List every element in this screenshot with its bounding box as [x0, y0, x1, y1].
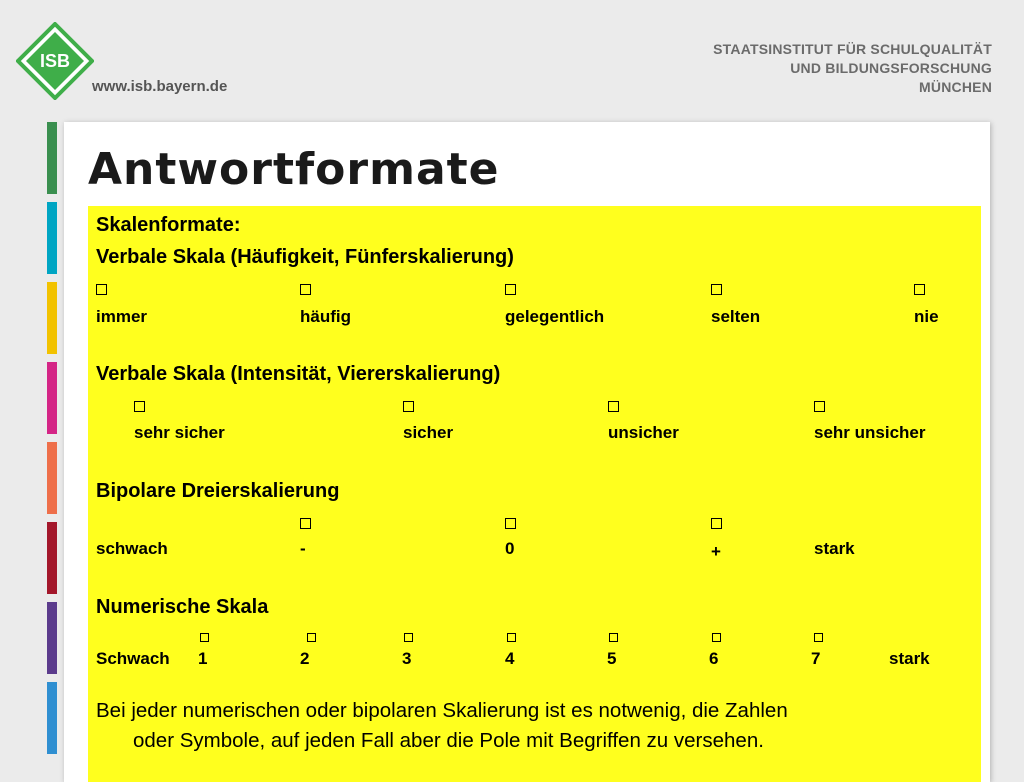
scale3-left-pole: schwach	[96, 539, 168, 558]
checkbox-icon[interactable]	[914, 283, 925, 297]
color-bar	[47, 522, 57, 594]
scale2-option: sehr sicher	[134, 423, 225, 442]
institute-name	[713, 40, 992, 97]
scale1-option: gelegentlich	[505, 307, 605, 326]
scale4-option: 1	[198, 649, 208, 668]
checkbox-icon[interactable]	[96, 283, 107, 297]
checkbox-icon[interactable]	[609, 630, 618, 644]
checkbox-icon[interactable]	[711, 283, 722, 297]
color-bar	[47, 442, 57, 514]
color-bar	[47, 202, 57, 274]
note-line-2: oder Symbole, auf jeden Fall aber die Pole mit Begriffen zu versehen.	[133, 729, 764, 752]
isb-logo	[16, 22, 94, 100]
color-bar	[47, 122, 57, 194]
checkbox-icon[interactable]	[505, 517, 516, 531]
checkbox-icon[interactable]	[608, 400, 619, 414]
scale1-option: immer	[96, 307, 148, 326]
content-panel	[88, 206, 981, 782]
color-bar	[47, 282, 57, 354]
slide	[64, 122, 990, 782]
checkbox-icon[interactable]	[134, 400, 145, 414]
scale4-option: 3	[402, 649, 412, 668]
scale3-option: -	[300, 539, 306, 558]
color-bar	[47, 362, 57, 434]
checkbox-icon[interactable]	[200, 630, 209, 644]
color-bar	[47, 602, 57, 674]
scale3-option: +	[711, 542, 721, 561]
scale2-option: sicher	[403, 423, 454, 442]
note-line-1: Bei jeder numerischen oder bipolaren Skalierung ist es notwenig, die Zahlen	[96, 699, 788, 722]
color-bars	[47, 122, 57, 762]
scale2-option: sehr unsicher	[814, 423, 926, 442]
checkbox-icon[interactable]	[403, 400, 414, 414]
scale4-left-pole: Schwach	[96, 649, 170, 668]
scale2-option: unsicher	[608, 423, 679, 442]
scale4-option: 7	[811, 649, 821, 668]
institute-line-3: MÜNCHEN	[919, 79, 992, 95]
checkbox-icon[interactable]	[404, 630, 413, 644]
institute-line-2: UND BILDUNGSFORSCHUNG	[790, 60, 992, 76]
scale4-right-pole: stark	[889, 649, 930, 668]
checkbox-icon[interactable]	[814, 630, 823, 644]
scale2-heading: Verbale Skala (Intensität, Viererskalierung)	[96, 363, 501, 385]
checkbox-icon[interactable]	[307, 630, 316, 644]
scale3-right-pole: stark	[814, 539, 855, 558]
scale3-heading: Bipolare Dreierskalierung	[96, 480, 340, 502]
scale4-heading: Numerische Skala	[96, 596, 269, 618]
checkbox-icon[interactable]	[712, 630, 721, 644]
section-label: Skalenformate:	[96, 214, 241, 236]
website-url[interactable]: www.isb.bayern.de	[92, 78, 228, 95]
scale4-option: 6	[709, 649, 719, 668]
scale1-option: häufig	[300, 307, 351, 326]
checkbox-icon[interactable]	[300, 517, 311, 531]
svg-text:ISB: ISB	[39, 51, 71, 71]
institute-line-1: STAATSINSTITUT FÜR SCHULQUALITÄT	[713, 41, 992, 57]
scale3-option: 0	[505, 539, 515, 558]
scale4-option: 5	[607, 649, 617, 668]
scale1-option: selten	[711, 307, 761, 326]
checkbox-icon[interactable]	[300, 283, 311, 297]
scale1-option: nie	[914, 307, 939, 326]
checkbox-icon[interactable]	[711, 517, 722, 531]
checkbox-icon[interactable]	[507, 630, 516, 644]
scale4-option: 2	[300, 649, 310, 668]
color-bar	[47, 682, 57, 754]
scale1-heading: Verbale Skala (Häufigkeit, Fünferskalierung)	[96, 246, 514, 268]
checkbox-icon[interactable]	[814, 400, 825, 414]
checkbox-icon[interactable]	[505, 283, 516, 297]
slide-title: Antwortformate	[88, 144, 500, 195]
scale4-option: 4	[505, 649, 515, 668]
